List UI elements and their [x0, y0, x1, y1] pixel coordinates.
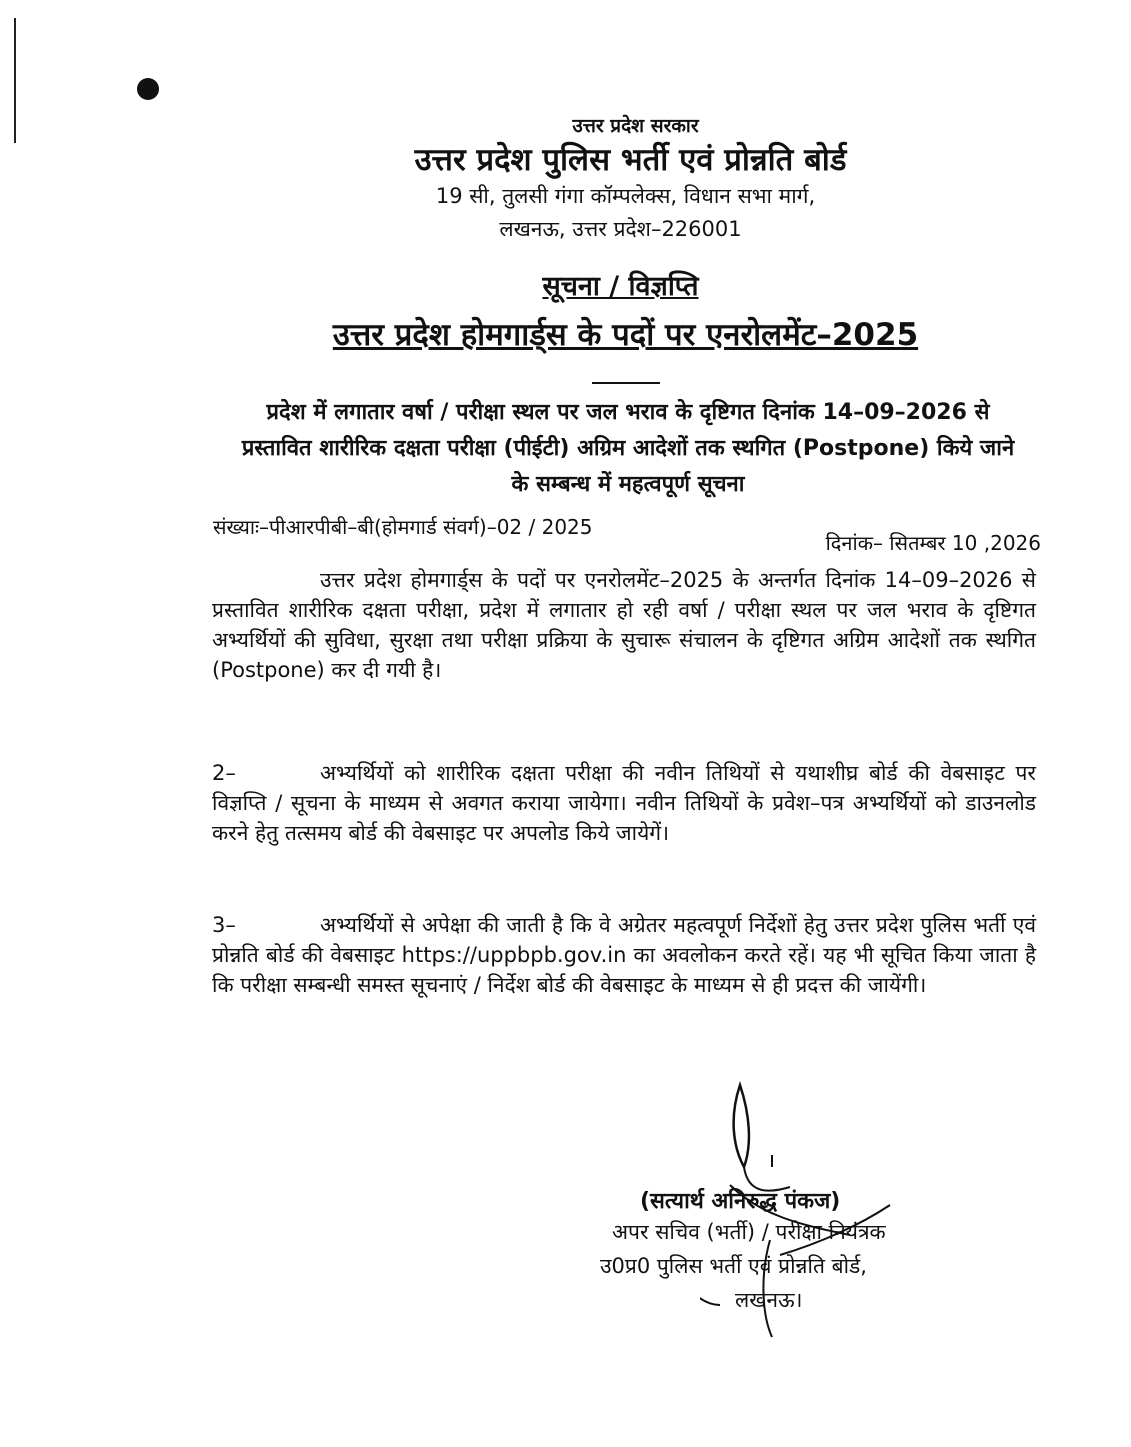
board-name: उत्तर प्रदेश पुलिस भर्ती एवं प्रोन्नति बोर्ड [414, 142, 847, 178]
paragraph-1: उत्तर प्रदेश होमगार्ड्स के पदों पर एनरोलमेंट–2025 के अन्तर्गत दिनांक 14–09–2026 से प्रस्तावित शारीरिक दक्षता परीक्षा, प्रदेश में लगातार हो रही वर्षा / परीक्षा स्थल पर जल भराव के दृष्टिगत अभ्यर्थियों की सुविधा, सुरक्षा तथा परीक्षा प्रक्रिया के सुचारू संचालन के दृष्टिगत अग्रिम आदेशों तक स्थगित (Postpone) कर दी गयी है। [212, 568, 1036, 682]
signatory-city: लखनऊ। [735, 1288, 803, 1312]
government-name: उत्तर प्रदेश सरकार [572, 115, 699, 137]
signatory-name: (सत्यार्थ अनिरुद्ध पंकज) [640, 1189, 841, 1214]
divider-rule [592, 382, 660, 384]
address-line-2: लखनऊ, उत्तर प्रदेश–226001 [499, 217, 742, 241]
signatory-block [590, 1185, 990, 1317]
paragraph-number: 3– [212, 913, 236, 937]
paragraph-3 [212, 910, 1036, 1000]
notice-date: दिनांक– सितम्बर 10 ,2026 [825, 531, 1041, 555]
signatory-organisation: उ0प्र0 पुलिस भर्ती एवं प्रोन्नति बोर्ड, [600, 1254, 867, 1278]
paragraph-number: 2– [212, 761, 236, 785]
notice-label: सूचना / विज्ञप्ति [542, 271, 699, 302]
notice-heading: प्रदेश में लगातार वर्षा / परीक्षा स्थल पर जल भराव के दृष्टिगत दिनांक 14–09–2026 से प्रस्तावित शारीरिक दक्षता परीक्षा (पीईटी) अग्रिम आदेशों तक स्थगित (Postpone) किये जाने के सम्बन्ध में महत्वपूर्ण सूचना [241, 400, 1015, 497]
paragraph-text: अभ्यर्थियों को शारीरिक दक्षता परीक्षा की नवीन तिथियों से यथाशीघ्र बोर्ड की वेबसाइट पर विज्ञप्ति / सूचना के माध्यम से अवगत कराया जायेगा। नवीन तिथियों के प्रवेश–पत्र अभ्यर्थियों को डाउनलोड करने हेतु तत्समय बोर्ड की वेबसाइट पर अपलोड किये जायेगें। [212, 761, 1036, 845]
paragraph-2 [212, 758, 1036, 848]
address-line-1: 19 सी, तुलसी गंगा कॉम्पलेक्स, विधान सभा मार्ग, [435, 184, 816, 208]
subject-title: उत्तर प्रदेश होमगार्ड्स के पदों पर एनरोलमेंट–2025 [332, 317, 919, 353]
reference-number: संख्याः–पीआरपीबी–बी(होमगार्ड संवर्ग)–02 / 2025 [213, 515, 593, 539]
signatory-designation: अपर सचिव (भर्ती) / परीक्षा नियंत्रक [612, 1220, 886, 1244]
paragraph-text: अभ्यर्थियों से अपेक्षा की जाती है कि वे अग्रेतर महत्वपूर्ण निर्देशों हेतु उत्तर प्रदेश पुलिस भर्ती एवं प्रोन्नति बोर्ड की वेबसाइट https://uppbpb.gov.in का अवलोकन करते रहें। यह भी सूचित किया जाता है कि परीक्षा सम्बन्धी समस्त सूचनाएं / निर्देश बोर्ड की वेबसाइट के माध्यम से ही प्रदत्त की जायेंगी। [212, 913, 1036, 997]
punch-hole-mark [137, 78, 159, 100]
